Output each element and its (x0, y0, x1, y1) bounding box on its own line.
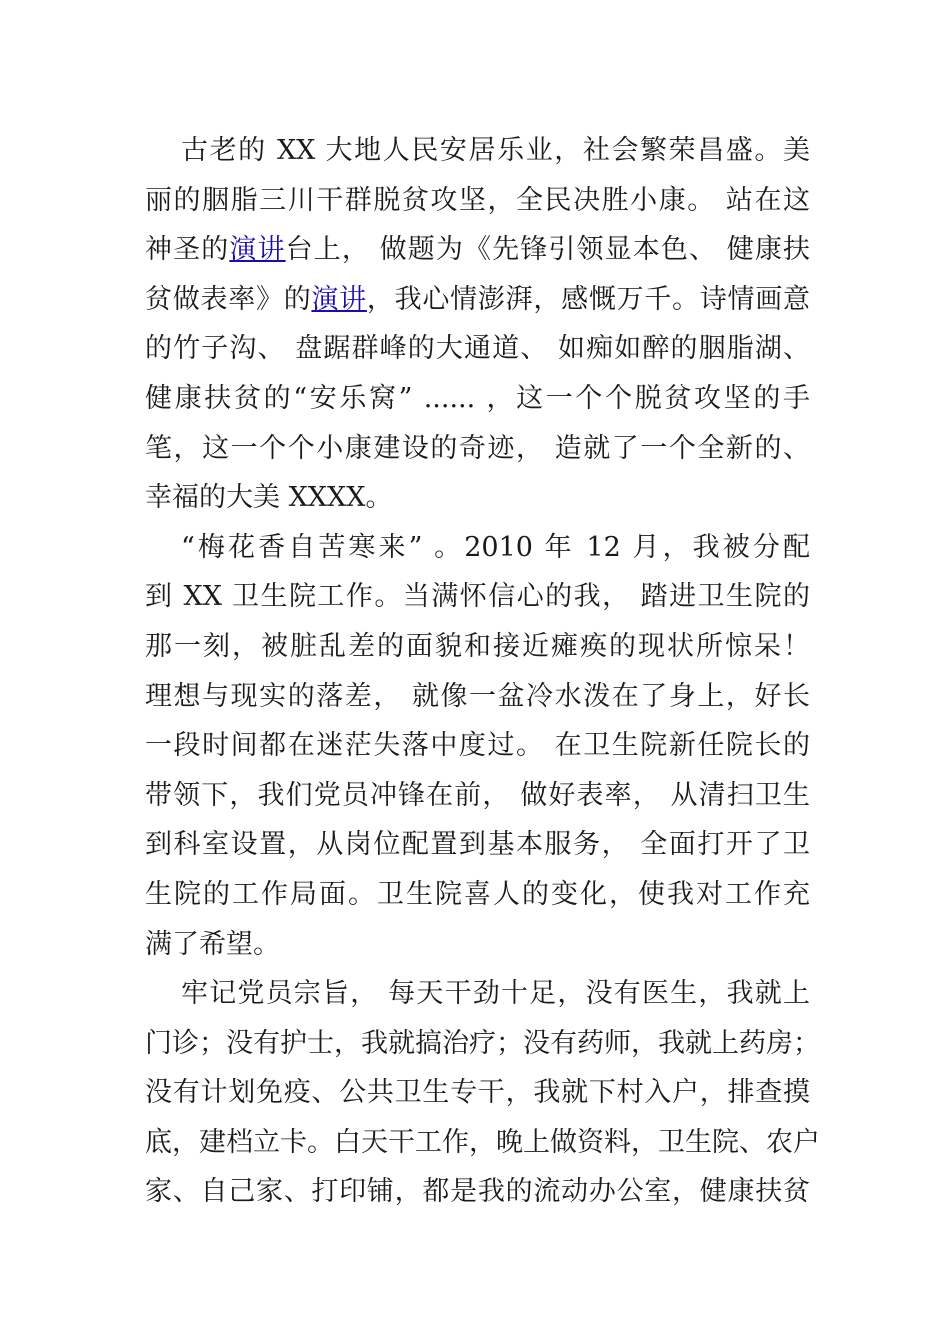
text-run: ，我心情澎湃，感慨万千。诗情画意 (366, 283, 811, 315)
text-line: 牢记党员宗旨， 每天干劲十足，没有医生，我就上 (181, 978, 810, 1010)
text-line: 家、自己家、打印铺，都是我的流动办公室，健康扶贫 (145, 1176, 810, 1208)
text-line: “梅花香自苦寒来” 。2010 年 12 月，我被分配 (181, 531, 810, 563)
text-run: 台上， 做题为《先锋引领显本色、 健康扶 (285, 234, 811, 266)
speech-link[interactable]: 演讲 (311, 283, 367, 315)
paragraph-2 (145, 523, 810, 969)
text-line: 一段时间都在迷茫失落中度过。 在卫生院新任院长的 (145, 730, 810, 762)
text-line: 底，建档立卡。白天干工作，晚上做资料，卫生院、农户 (145, 1126, 820, 1158)
speech-link[interactable]: 演讲 (229, 234, 286, 266)
text-line: 健康扶贫的“安乐窝” ...... ，这一个个脱贫攻坚的手 (145, 382, 810, 414)
text-line: 到 XX 卫生院工作。当满怀信心的我， 踏进卫生院的 (145, 581, 810, 613)
paragraph-1 (145, 126, 810, 523)
text-line: 幸福的大美 XXXX。 (145, 482, 393, 514)
text-line: 没有计划免疫、公共卫生专干，我就下村入户，排查摸 (145, 1077, 810, 1109)
text-line: 那一刻，被脏乱差的面貌和接近瘫痪的现状所惊呆！ (145, 630, 810, 662)
text-line: 笔，这一个个小康建设的奇迹， 造就了一个全新的、 (145, 432, 810, 464)
text-line: 古老的 XX 大地人民安居乐业，社会繁荣昌盛。美 (181, 135, 810, 166)
text-line: 满了希望。 (145, 928, 280, 960)
paragraph-3 (145, 969, 820, 1217)
text-line: 带领下，我们党员冲锋在前， 做好表率， 从清扫卫生 (145, 779, 810, 811)
text-line: 生院的工作局面。卫生院喜人的变化，使我对工作充 (145, 878, 810, 910)
text-line (145, 275, 810, 325)
text-line: 门诊；没有护士，我就搞治疗；没有药师，我就上药房； (145, 1027, 820, 1059)
document-body (145, 126, 820, 1217)
text-run: 贫做表率》的 (145, 283, 312, 315)
text-line: 的竹子沟、 盘踞群峰的大通道、 如痴如醉的胭脂湖、 (145, 333, 810, 365)
text-line: 丽的胭脂三川干群脱贫攻坚，全民决胜小康。 站在这 (145, 184, 810, 216)
text-run: 神圣的 (145, 234, 230, 266)
text-line: 到科室设置，从岗位配置到基本服务， 全面打开了卫 (145, 829, 810, 861)
text-line: 理想与现实的落差， 就像一盆冷水泼在了身上，好长 (145, 680, 810, 712)
text-line (145, 225, 810, 275)
